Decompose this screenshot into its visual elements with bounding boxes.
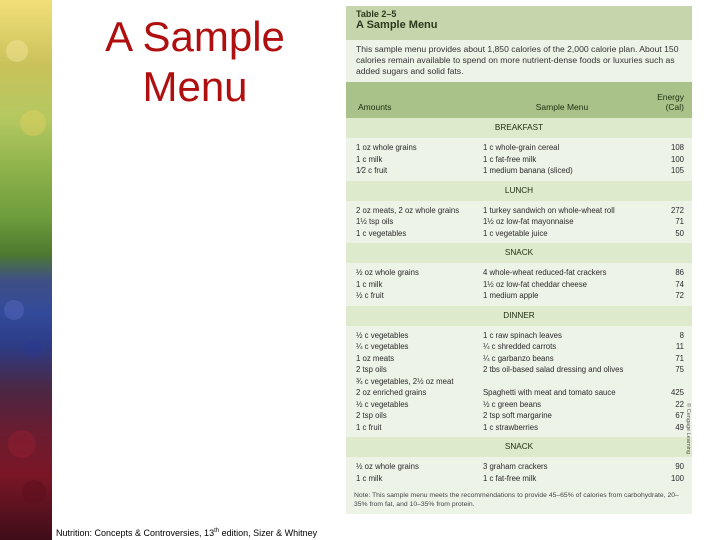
slide-title — [60, 12, 330, 112]
caption-text: Nutrition: Concepts & Controversies, 13 — [56, 528, 215, 538]
menu-item-cell: ½ c green beans — [482, 399, 542, 409]
table-row — [354, 364, 684, 376]
menu-item-cell: 1½ oz low-fat mayonnaise — [482, 217, 574, 226]
section-rows — [346, 138, 692, 181]
table-row — [354, 165, 684, 177]
menu-item-cell: 1 medium banana (sliced) — [482, 166, 573, 175]
menu-item-cell: 1 c whole-grain cereal — [482, 143, 560, 152]
menu-item-cell: 1 medium apple — [482, 291, 539, 300]
menu-item-cell: 2 tbs oil-based salad dressing and olives — [482, 365, 624, 374]
energy-cell: 11 — [675, 342, 684, 351]
menu-item-cell: 1 c strawberries — [482, 422, 538, 432]
table-row — [354, 216, 684, 228]
energy-cell: 71 — [675, 217, 684, 226]
energy-cell: 67 — [675, 411, 684, 420]
energy-cell: 8 — [679, 330, 684, 340]
table-row — [354, 353, 684, 365]
header-energy: Energy (Cal) — [657, 92, 684, 112]
section-header: SNACK — [346, 243, 692, 263]
amount-cell: 1 c milk — [356, 154, 383, 164]
table-title-bar — [346, 6, 692, 40]
amount-cell: ½ c vegetables — [356, 399, 409, 409]
table-row — [354, 267, 684, 279]
section-rows — [346, 326, 692, 438]
table-row — [354, 290, 684, 302]
table-row — [354, 387, 684, 399]
menu-item-cell: Spaghetti with meat and tomato sauce — [482, 388, 616, 397]
menu-item-cell: 1 c raw spinach leaves — [482, 330, 562, 340]
energy-cell: 50 — [675, 228, 684, 238]
energy-cell: 22 — [675, 399, 684, 409]
amount-cell: ¼ c vegetables — [356, 342, 409, 351]
energy-cell: 425 — [670, 388, 684, 397]
amount-cell: 2 oz enriched grains — [356, 388, 427, 397]
section-header: BREAKFAST — [346, 118, 692, 138]
menu-item-cell: 1 c vegetable juice — [482, 228, 548, 238]
menu-item-cell: 2 tsp soft margarine — [482, 411, 552, 420]
menu-item-cell — [479, 376, 645, 388]
amount-cell: 2 tsp oils — [356, 365, 387, 374]
amount-cell: 1 c milk — [356, 473, 383, 483]
energy-cell: 72 — [675, 291, 684, 300]
table-row — [354, 330, 684, 342]
image-credit: © Cengage Learning — [685, 403, 691, 454]
table-column-headers — [346, 82, 692, 118]
table-row — [354, 461, 684, 473]
table-row — [354, 154, 684, 166]
section-header: DINNER — [346, 306, 692, 326]
section-rows — [346, 263, 692, 306]
table-row — [354, 422, 684, 434]
amount-cell: 1 c fruit — [356, 422, 382, 432]
menu-item-cell: 1 c fat-free milk — [482, 473, 537, 483]
table-body — [346, 118, 692, 488]
table-intro: This sample menu provides about 1,850 calories of the 2,000 calorie plan. About 150 calories remain available to spend on more nutrient-dense foods or luxuries such as added sugars and solid fats. — [356, 44, 679, 76]
slide-title-line2: Menu — [142, 63, 248, 110]
amount-cell: 1 c vegetables — [356, 228, 407, 238]
amount-cell: ½ oz whole grains — [356, 268, 419, 277]
menu-item-cell: 1½ oz low-fat cheddar cheese — [482, 279, 587, 289]
energy-cell: 75 — [675, 365, 684, 374]
caption-text-rest: edition, Sizer & Whitney — [219, 528, 318, 538]
menu-item-cell: 1 c fat-free milk — [482, 154, 537, 164]
section-header: LUNCH — [346, 181, 692, 201]
menu-item-cell: 4 whole-wheat reduced-fat crackers — [482, 268, 607, 277]
energy-cell — [645, 376, 684, 388]
sample-menu-table — [346, 6, 692, 514]
slide-caption — [56, 528, 317, 538]
table-row — [354, 205, 684, 217]
section-rows — [346, 201, 692, 244]
menu-item-cell: ¼ c garbanzo beans — [482, 353, 554, 363]
caption-superscript: th — [214, 528, 220, 534]
energy-cell: 100 — [670, 473, 684, 483]
table-row — [354, 399, 684, 411]
energy-cell: 90 — [675, 462, 684, 471]
amount-cell: ½ c fruit — [356, 291, 384, 300]
amount-cell: ½ oz whole grains — [356, 462, 419, 471]
energy-cell: 86 — [675, 268, 684, 277]
produce-photo-strip — [0, 0, 52, 540]
amount-cell: 1 oz meats — [356, 353, 395, 363]
amount-cell: 2 tsp oils — [356, 411, 387, 420]
table-row — [354, 410, 684, 422]
energy-cell: 108 — [670, 143, 684, 152]
table-row — [354, 279, 684, 291]
amount-cell: 2 oz meats, 2 oz whole grains — [356, 205, 460, 215]
section-rows — [346, 457, 692, 488]
table-number: Table 2–5 — [356, 9, 397, 19]
table-row — [354, 473, 684, 485]
slide-title-line1: A Sample — [105, 13, 285, 60]
table-note: Note: This sample menu meets the recommendations to provide 45–65% of calories from carbohydrate, 20–35% from fat, and 10–35% from protein. — [354, 492, 679, 508]
table-row — [354, 142, 684, 154]
menu-item-cell: 3 graham crackers — [482, 462, 548, 471]
energy-cell: 71 — [675, 353, 684, 363]
table-name: A Sample Menu — [356, 19, 438, 31]
menu-item-cell: 1 turkey sandwich on whole-wheat roll — [482, 205, 615, 215]
energy-cell: 105 — [670, 166, 684, 175]
amount-cell: ½ c vegetables — [356, 330, 409, 340]
table-row — [354, 228, 684, 240]
energy-cell: 272 — [670, 205, 684, 215]
amount-cell: ¾ c vegetables, 2½ oz meat — [356, 376, 454, 386]
energy-cell: 100 — [670, 154, 684, 164]
section-header: SNACK — [346, 437, 692, 457]
table-row — [354, 341, 684, 353]
amount-cell: 1½ tsp oils — [356, 217, 394, 226]
amount-cell: 1 oz whole grains — [356, 143, 417, 152]
table-row — [354, 376, 684, 388]
amount-cell: 1 c milk — [356, 279, 383, 289]
amount-cell: 1⁄2 c fruit — [356, 166, 388, 175]
header-amounts: Amounts — [358, 102, 392, 112]
energy-cell: 49 — [675, 422, 684, 432]
menu-item-cell: ¼ c shredded carrots — [482, 342, 557, 351]
energy-cell: 74 — [675, 279, 684, 289]
header-sample-menu: Sample Menu — [535, 102, 589, 112]
